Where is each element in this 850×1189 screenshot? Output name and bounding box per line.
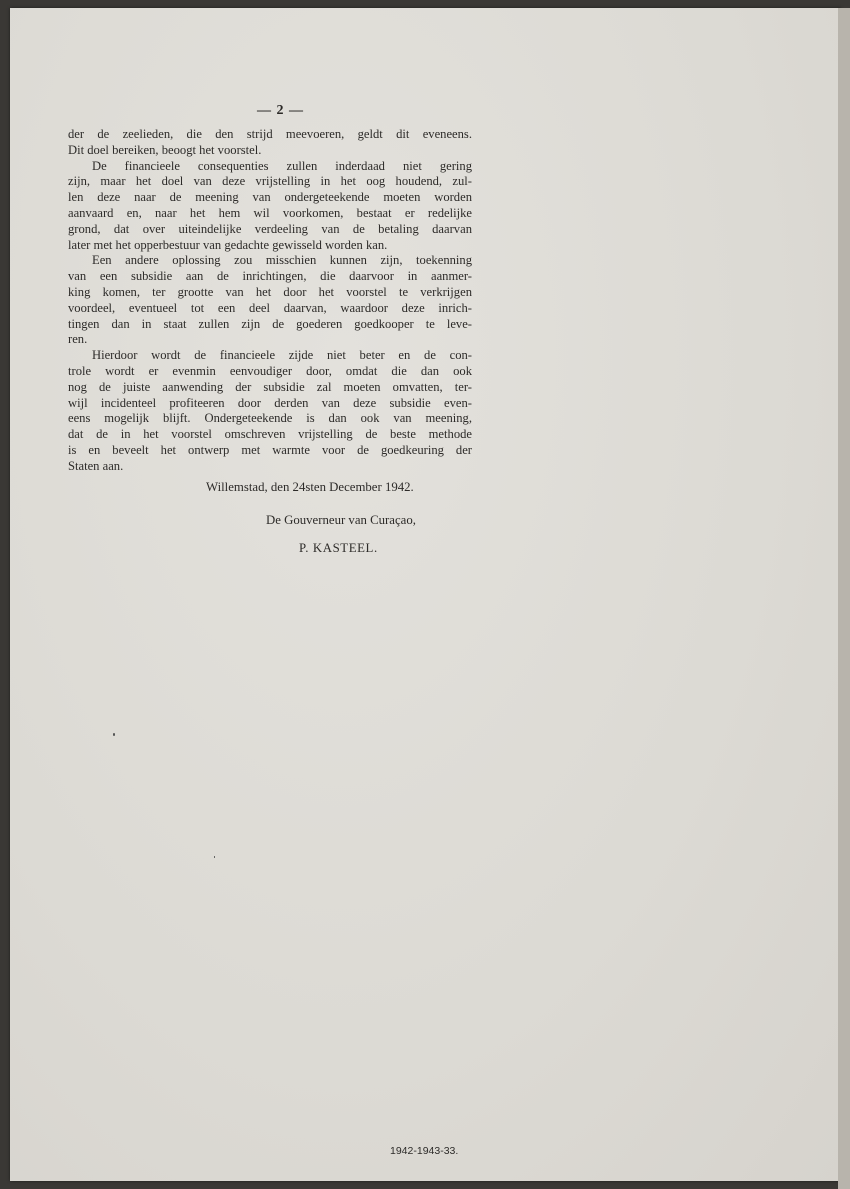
text-line: der de zeelieden, die den strijd meevoeren, geldt dit eveneens. [68,127,472,141]
paragraph-2 [68,159,472,254]
page-number: — 2 — [257,103,304,118]
body-text [68,127,472,475]
signatory-name: P. KASTEEL. [299,541,378,555]
text-line: nog de juiste aanwending der subsidie zal moeten omvatten, ter- [68,379,472,394]
document-page [10,8,841,1181]
text-line: dat de in het voorstel omschreven vrijstelling de beste methode [68,427,472,442]
text-line: tingen dan in staat zullen zijn de goederen goedkooper te leve- [68,316,472,331]
text-line: aanvaard en, naar het hem wil voorkomen, bestaat er redelijke [68,205,472,220]
signatory-title: De Gouverneur van Curaçao, [266,513,416,527]
paper-speck [214,856,215,858]
text-line: voordeel, eventueel tot een deel daarvan, waardoor deze inrich- [68,300,472,315]
text-line: later met het opperbestuur van gedachte gewisseld worden kan. [68,237,388,252]
text-line: Hierdoor wordt de financieele zijde niet beter en de con- [92,348,472,363]
text-line: len deze naar de meening van ondergeteekende moeten worden [68,190,472,205]
text-line: zijn, maar het doel van deze vrijstelling in het oog houdend, zul- [68,174,472,189]
text-line: eens mogelijk blijft. Ondergeteekende is dan ook van meening, [68,411,472,426]
text-line: trole wordt er evenmin eenvoudiger door, omdat die dan ook [68,363,472,378]
text-line: king komen, ter grootte van het door het voorstel te verkrijgen [68,284,472,299]
text-line: Een andere oplossing zou misschien kunnen zijn, toekenning [92,253,472,268]
paper-speck [113,733,115,736]
text-line: van een subsidie aan de inrichtingen, die daarvoor in aanmer- [68,269,472,284]
text-line: wijl incidenteel profiteeren door derden van deze subsidie even- [68,395,472,410]
text-line: Staten aan. [68,458,124,473]
text-line: is en beveelt het ontwerp met warmte voor de goedkeuring der [68,442,472,457]
text-line: Dit doel bereiken, beoogt het voorstel. [68,142,262,157]
place-date: Willemstad, den 24sten December 1942. [206,480,414,494]
paragraph-1 [68,127,472,159]
text-line: ren. [68,332,88,347]
text-line: grond, dat over uiteindelijke verdeeling van de betaling daarvan [68,221,472,236]
paragraph-4 [68,348,472,474]
text-line: De financieele consequenties zullen inderdaad niet gering [92,158,472,173]
document-reference: 1942-1943-33. [390,1145,459,1157]
page-edge [838,8,850,1189]
paragraph-3 [68,253,472,348]
